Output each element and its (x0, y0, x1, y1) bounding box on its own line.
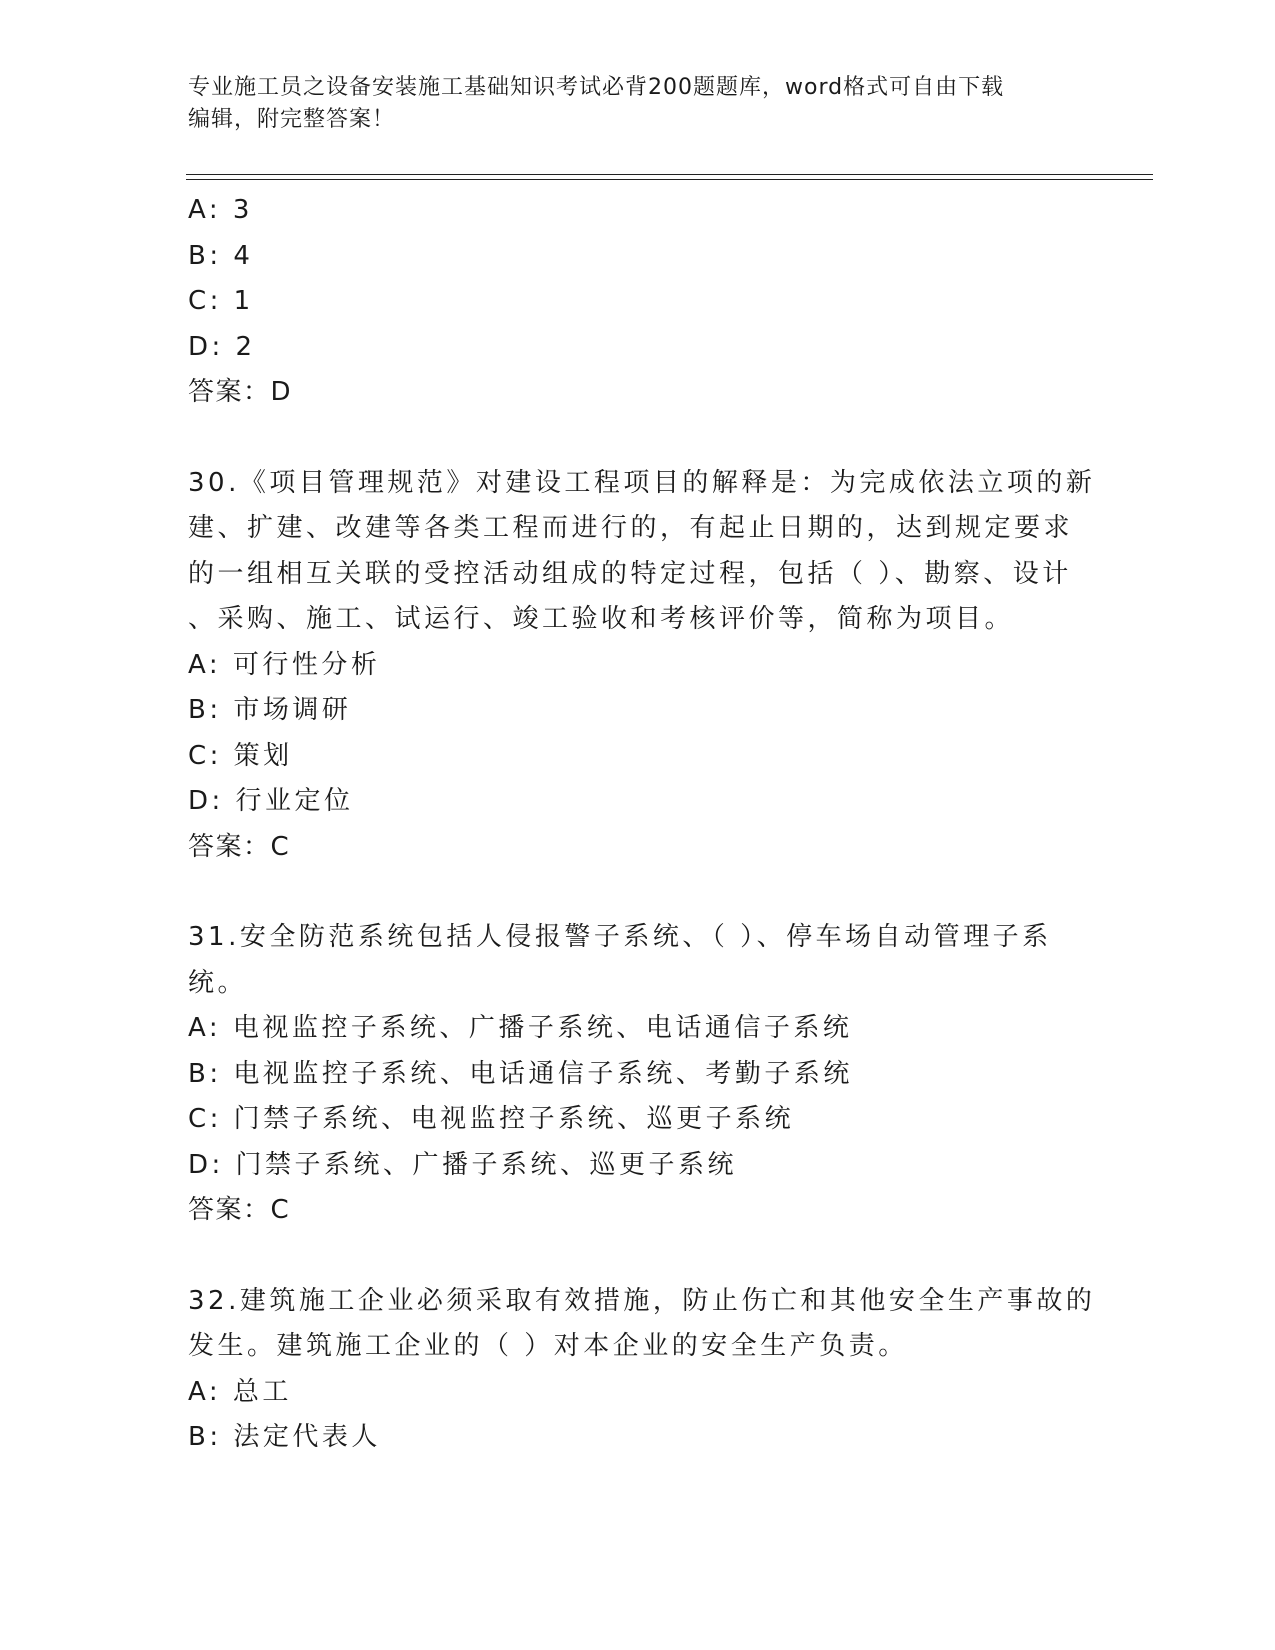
document-header (188, 72, 1088, 136)
question-stem-line: 31.安全防范系统包括人侵报警子系统、（ ）、停车场自动管理子系 (188, 922, 1052, 952)
option-a: A: 电视监控子系统、广播子系统、电话通信子系统 (188, 1013, 853, 1043)
option-d: D: 2 (188, 331, 256, 362)
option-d: D: 行业定位 (188, 786, 354, 816)
question-31 (188, 915, 1068, 1234)
question-stem-line: 的一组相互关联的受控活动组成的特定过程，包括（ ）、勘察、设计 (188, 558, 1072, 589)
question-stem-line: 32.建筑施工企业必须采取有效措施，防止伤亡和其他安全生产事故的 (188, 1285, 1096, 1316)
header-divider-bottom (186, 179, 1153, 180)
question-30 (188, 461, 1096, 871)
option-c: C: 1 (188, 286, 254, 316)
answer: 答案：C (188, 1195, 291, 1225)
header-divider-top (186, 174, 1153, 175)
option-c: C: 策划 (188, 740, 293, 771)
question-32 (188, 1279, 1096, 1461)
option-b: B: 法定代表人 (188, 1422, 381, 1452)
answer: 答案：D (188, 377, 293, 407)
option-d: D: 门禁子系统、广播子系统、巡更子系统 (188, 1149, 738, 1180)
option-c: C: 门禁子系统、电视监控子系统、巡更子系统 (188, 1104, 795, 1134)
question-list (188, 188, 1096, 1506)
question-29-continued (188, 188, 1068, 416)
question-stem-line: 30.《项目管理规范》对建设工程项目的解释是：为完成依法立项的新 (188, 467, 1096, 498)
question-stem-line: 建、扩建、改建等各类工程而进行的，有起止日期的，达到规定要求 (188, 513, 1074, 543)
option-b: B: 4 (188, 240, 254, 271)
answer: 答案：C (188, 831, 291, 862)
option-a: A: 总工 (188, 1376, 292, 1407)
header-line-2: 编辑，附完整答案！ (188, 107, 396, 132)
question-stem-line: 统。 (188, 967, 248, 998)
option-a: A: 可行性分析 (188, 649, 381, 680)
question-stem-line: 、采购、施工、试运行、竣工验收和考核评价等，简称为项目。 (188, 604, 1015, 634)
option-b: B: 市场调研 (188, 695, 352, 725)
header-line-1: 专业施工员之设备安装施工基础知识考试必背200题题库，word格式可自由下载 (188, 75, 1005, 100)
option-a: A: 3 (188, 195, 253, 225)
option-b: B: 电视监控子系统、电话通信子系统、考勤子系统 (188, 1058, 853, 1089)
question-stem-line: 发生。建筑施工企业的（ ）对本企业的安全生产负责。 (188, 1331, 908, 1361)
